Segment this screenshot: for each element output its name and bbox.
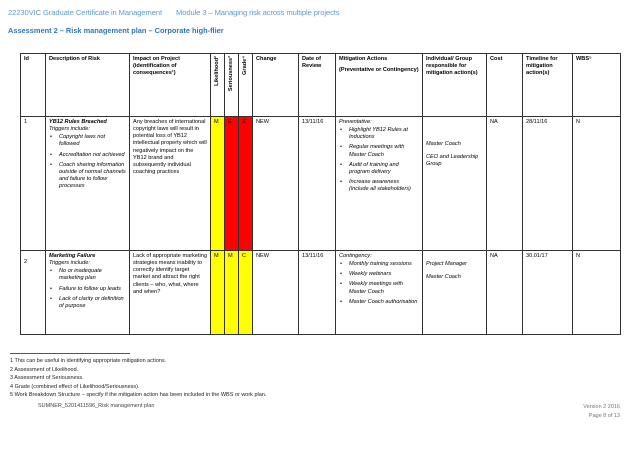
- module-title: Module 3 – Managing risk across multiple projects: [176, 8, 340, 17]
- likelihood-cell: M: [211, 251, 225, 335]
- timeline-cell: 30.01/17: [523, 251, 573, 335]
- footnote: 3 Assessment of Seriousness.: [10, 375, 84, 382]
- grade-cell: C: [239, 251, 253, 335]
- list-item: • Accreditation not achieved: [49, 152, 126, 159]
- likelihood-label: Likelihood²: [214, 56, 220, 86]
- footnotes: [10, 357, 266, 400]
- col-change-header: Change: [253, 54, 299, 117]
- seriousness-label: Seriousness³: [228, 56, 234, 92]
- footer-filename: SUMNER_5201411596_Risk management plan: [38, 403, 155, 409]
- grade-label: Grade⁴: [242, 56, 248, 75]
- list-item: • Lack of clarity or definition of purpose: [49, 296, 126, 310]
- col-likelihood-header: [211, 54, 225, 117]
- col-date-header: Date of Review: [299, 54, 336, 117]
- review-date-cell: 13/11/16: [299, 117, 336, 251]
- list-item: • No or inadequate marketing plan: [49, 268, 126, 282]
- risk-impact: Lack of appropriate marketing strategies means inability to correctly identify target market and attract the right clients – who, what, where and when?: [130, 251, 211, 335]
- col-description-header: Description of Risk: [46, 54, 130, 117]
- col-impact-header: Impact on Project (identification of consequences¹): [130, 54, 211, 117]
- mitigation-list: [339, 127, 419, 193]
- col-cost-header: Cost: [487, 54, 523, 117]
- responsible-owner: Master Coach: [426, 274, 461, 281]
- list-item: • Coach sharing information outside of normal channels and failure to follow processes: [49, 162, 126, 191]
- grade-cell: X: [239, 117, 253, 251]
- list-item: • Audit of training and program delivery: [339, 162, 419, 176]
- list-item: • Failure to follow up leads: [49, 286, 126, 293]
- triggers-label: Triggers include:: [49, 126, 90, 133]
- cost-cell: NA: [487, 117, 523, 251]
- list-item: • Highlight YB12 Rules at Inductions: [339, 127, 419, 141]
- footnote: 1 This can be useful in identifying appropriate mitigation actions.: [10, 358, 167, 364]
- risk-impact: Any breaches of international copyright laws will result in potential loss of YB12 intellectual property which will negatively impact on the YB12 brand and subsequently individual coaching practices: [130, 117, 211, 251]
- risk-description: [46, 117, 130, 251]
- wbs-cell: N: [573, 251, 621, 335]
- likelihood-cell: M: [211, 117, 225, 251]
- risk-title: YB12 Rules Breached: [49, 119, 107, 125]
- footnote: 2 Assessment of Likelihood.: [10, 366, 79, 373]
- timeline-cell: 28/11/16: [523, 117, 573, 251]
- change-cell: NEW: [253, 117, 299, 251]
- wbs-cell: N: [573, 117, 621, 251]
- col-individual-header: Individual/ Group responsible for mitigation action(s): [423, 54, 487, 117]
- responsible-cell: [423, 251, 487, 335]
- review-date-cell: 13/11/16: [299, 251, 336, 335]
- col-seriousness-header: [225, 54, 239, 117]
- page-number: Page 8 of 13: [588, 412, 620, 419]
- mitigation-type: Contingency:: [339, 253, 372, 259]
- assessment-title: Assessment 2 – Risk management plan – Corporate high-flier: [8, 26, 224, 35]
- document-header: [8, 8, 340, 17]
- mitigation-cell: [336, 117, 423, 251]
- seriousness-cell: M: [225, 251, 239, 335]
- col-wbs-header: WBS⁵: [573, 54, 621, 117]
- table-header-row: [21, 54, 621, 117]
- col-grade-header: [239, 54, 253, 117]
- list-item: • Master Coach authorisation: [339, 299, 419, 306]
- risk-id: 1: [21, 117, 46, 251]
- list-item: • Weekly webinars: [339, 271, 419, 278]
- responsible-owner: CEO and Leadership Group: [426, 154, 479, 168]
- mitigation-list: [339, 261, 419, 306]
- trigger-list: [49, 268, 126, 310]
- responsible-owner: Project Manager: [426, 261, 468, 267]
- mitigation-header-title: Mitigation Actions: [339, 56, 388, 62]
- table-row: [21, 117, 621, 251]
- risk-description: [46, 251, 130, 335]
- responsible-cell: [423, 117, 487, 251]
- list-item: • Regular meetings with Master Coach: [339, 144, 419, 158]
- risk-id: 2: [21, 251, 46, 335]
- footer-version: Version 2 2016: [583, 404, 620, 410]
- footnote: 4 Grade (combined effect of Likelihood/Seriousness).: [10, 383, 140, 390]
- responsible-owner: Master Coach: [426, 141, 461, 147]
- mitigation-cell: [336, 251, 423, 335]
- risk-title: Marketing Failure: [49, 253, 96, 259]
- table-row: [21, 251, 621, 335]
- course-title: 22230VIC Graduate Certificate in Management: [8, 8, 162, 17]
- footer-meta: [583, 403, 620, 421]
- mitigation-type: Preventative:: [339, 119, 372, 125]
- col-id-header: Id: [21, 54, 46, 117]
- trigger-list: [49, 134, 126, 190]
- mitigation-header-sub: (Preventative or Contingency): [339, 67, 419, 74]
- change-cell: NEW: [253, 251, 299, 335]
- triggers-label: Triggers include:: [49, 260, 90, 267]
- list-item: • Copyright laws not followed: [49, 134, 126, 148]
- cost-cell: NA: [487, 251, 523, 335]
- footnote: 5 Work Breakdown Structure – specify if the mitigation action has been included in the WBS or work plan.: [10, 392, 267, 399]
- col-timeline-header: Timeline for mitigation action(s): [523, 54, 573, 117]
- list-item: • Monthly training sessions: [339, 261, 419, 268]
- footnote-divider: [10, 353, 130, 354]
- col-mitigation-header: [336, 54, 423, 117]
- list-item: • Weekly meetings with Master Coach: [339, 281, 419, 295]
- risk-management-table: [20, 53, 621, 335]
- list-item: • Increase awareness (include all stakeholders): [339, 179, 419, 193]
- seriousness-cell: E: [225, 117, 239, 251]
